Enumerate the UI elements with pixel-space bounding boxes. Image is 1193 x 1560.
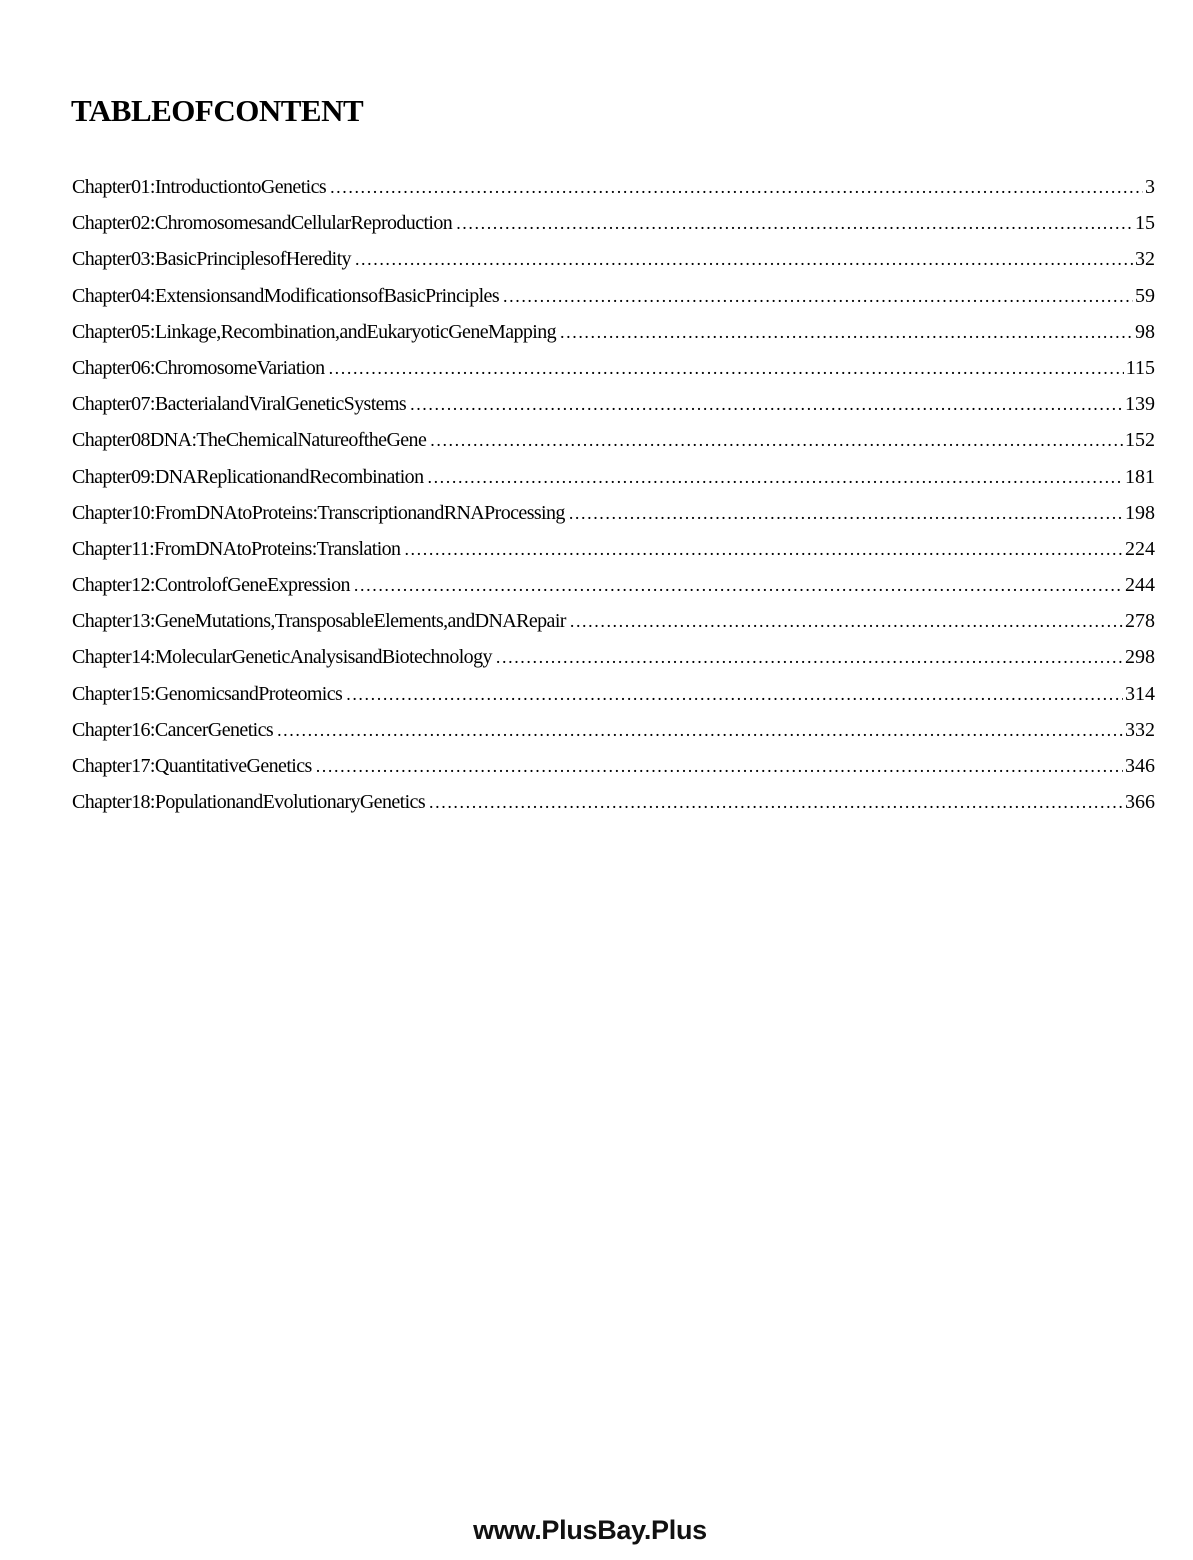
toc-entry-title: Chapter06:ChromosomeVariation xyxy=(72,356,325,379)
toc-entry-title: Chapter02:ChromosomesandCellularReproduction xyxy=(72,212,453,235)
toc-entry-title: Chapter09:DNAReplicationandRecombination xyxy=(72,465,424,488)
toc-entry-page: 32 xyxy=(1135,248,1155,271)
toc-entry-title: Chapter03:BasicPrinciplesofHeredity xyxy=(72,248,351,271)
footer-watermark-url: www.PlusBay.Plus xyxy=(473,1515,707,1545)
toc-entry[interactable] xyxy=(72,570,1155,606)
toc-entry[interactable] xyxy=(72,606,1155,642)
toc-dot-leader xyxy=(560,317,1133,347)
toc-entry-title: Chapter08DNA:TheChemicalNatureoftheGene xyxy=(72,429,427,452)
toc-entry[interactable] xyxy=(72,751,1155,787)
toc-entry-title: Chapter11:FromDNAtoProteins:Translation xyxy=(72,537,401,560)
toc-dot-leader xyxy=(316,751,1123,781)
toc-entry-title: Chapter05:Linkage,Recombination,andEukaryoticGeneMapping xyxy=(72,320,557,343)
toc-entry[interactable] xyxy=(72,425,1155,461)
toc-dot-leader xyxy=(355,244,1133,274)
toc-dot-leader xyxy=(430,425,1123,455)
toc-entry-title: Chapter18:PopulationandEvolutionaryGenetics xyxy=(72,791,426,814)
table-of-contents xyxy=(72,172,1155,823)
toc-entry[interactable] xyxy=(72,244,1155,280)
toc-entry-page: 346 xyxy=(1125,755,1155,777)
toc-entry-page: 181 xyxy=(1125,465,1155,488)
toc-entry-page: 298 xyxy=(1125,646,1155,669)
toc-entry-page: 115 xyxy=(1125,356,1155,379)
toc-entry-page: 59 xyxy=(1135,284,1155,307)
toc-entry-title: Chapter10:FromDNAtoProteins:TranscriptionandRNAProcessing xyxy=(72,501,565,524)
toc-dot-leader xyxy=(496,642,1123,672)
toc-entry-page: 332 xyxy=(1125,718,1155,741)
toc-entry-title: Chapter17:QuantitativeGenetics xyxy=(72,755,312,777)
toc-entry-title: Chapter07:BacterialandViralGeneticSystems xyxy=(72,393,407,416)
toc-dot-leader xyxy=(277,715,1123,745)
toc-entry-title: Chapter14:MolecularGeneticAnalysisandBiotechnology xyxy=(72,646,492,669)
toc-dot-leader xyxy=(429,787,1123,817)
toc-entry-title: Chapter15:GenomicsandProteomics xyxy=(72,682,343,705)
toc-entry[interactable] xyxy=(72,462,1155,498)
toc-dot-leader xyxy=(329,353,1124,383)
toc-entry-page: 314 xyxy=(1125,682,1155,705)
toc-entry[interactable] xyxy=(72,172,1155,208)
toc-entry-title: Chapter04:ExtensionsandModificationsofBasicPrinciples xyxy=(72,284,500,307)
toc-entry[interactable] xyxy=(72,715,1155,751)
toc-entry[interactable] xyxy=(72,642,1155,678)
toc-entry-title: Chapter16:CancerGenetics xyxy=(72,718,274,741)
toc-dot-leader xyxy=(427,462,1123,492)
toc-entry-page: 244 xyxy=(1125,574,1155,597)
toc-dot-leader xyxy=(354,570,1123,600)
toc-entry[interactable] xyxy=(72,787,1155,823)
toc-entry-page: 278 xyxy=(1125,610,1155,633)
toc-entry-page: 198 xyxy=(1125,501,1155,524)
toc-dot-leader xyxy=(456,208,1133,238)
toc-entry-page: 15 xyxy=(1135,212,1155,235)
toc-dot-leader xyxy=(346,679,1123,709)
toc-entry-page: 3 xyxy=(1145,176,1155,198)
toc-entry-page: 152 xyxy=(1125,429,1155,452)
toc-entry[interactable] xyxy=(72,281,1155,317)
toc-dot-leader xyxy=(410,389,1123,419)
toc-entry[interactable] xyxy=(72,534,1155,570)
toc-entry-title: Chapter01:IntroductiontoGenetics xyxy=(72,176,327,198)
toc-dot-leader xyxy=(404,534,1123,564)
toc-entry-title: Chapter12:ControlofGeneExpression xyxy=(72,574,350,597)
toc-entry[interactable] xyxy=(72,389,1155,425)
toc-entry[interactable] xyxy=(72,353,1155,389)
toc-entry-page: 366 xyxy=(1125,791,1155,814)
toc-entry-page: 98 xyxy=(1135,320,1155,343)
toc-dot-leader xyxy=(330,172,1143,202)
toc-entry[interactable] xyxy=(72,208,1155,244)
toc-dot-leader xyxy=(570,606,1123,636)
toc-entry-page: 139 xyxy=(1125,393,1155,416)
toc-entry-page: 224 xyxy=(1125,537,1155,560)
toc-entry[interactable] xyxy=(72,498,1155,534)
toc-entry[interactable] xyxy=(72,317,1155,353)
page-title: TABLEOFCONTENT xyxy=(71,93,364,128)
toc-entry[interactable] xyxy=(72,679,1155,715)
toc-entry-title: Chapter13:GeneMutations,TransposableElements,andDNARepair xyxy=(72,610,566,633)
toc-dot-leader xyxy=(569,498,1123,528)
toc-dot-leader xyxy=(503,281,1133,311)
